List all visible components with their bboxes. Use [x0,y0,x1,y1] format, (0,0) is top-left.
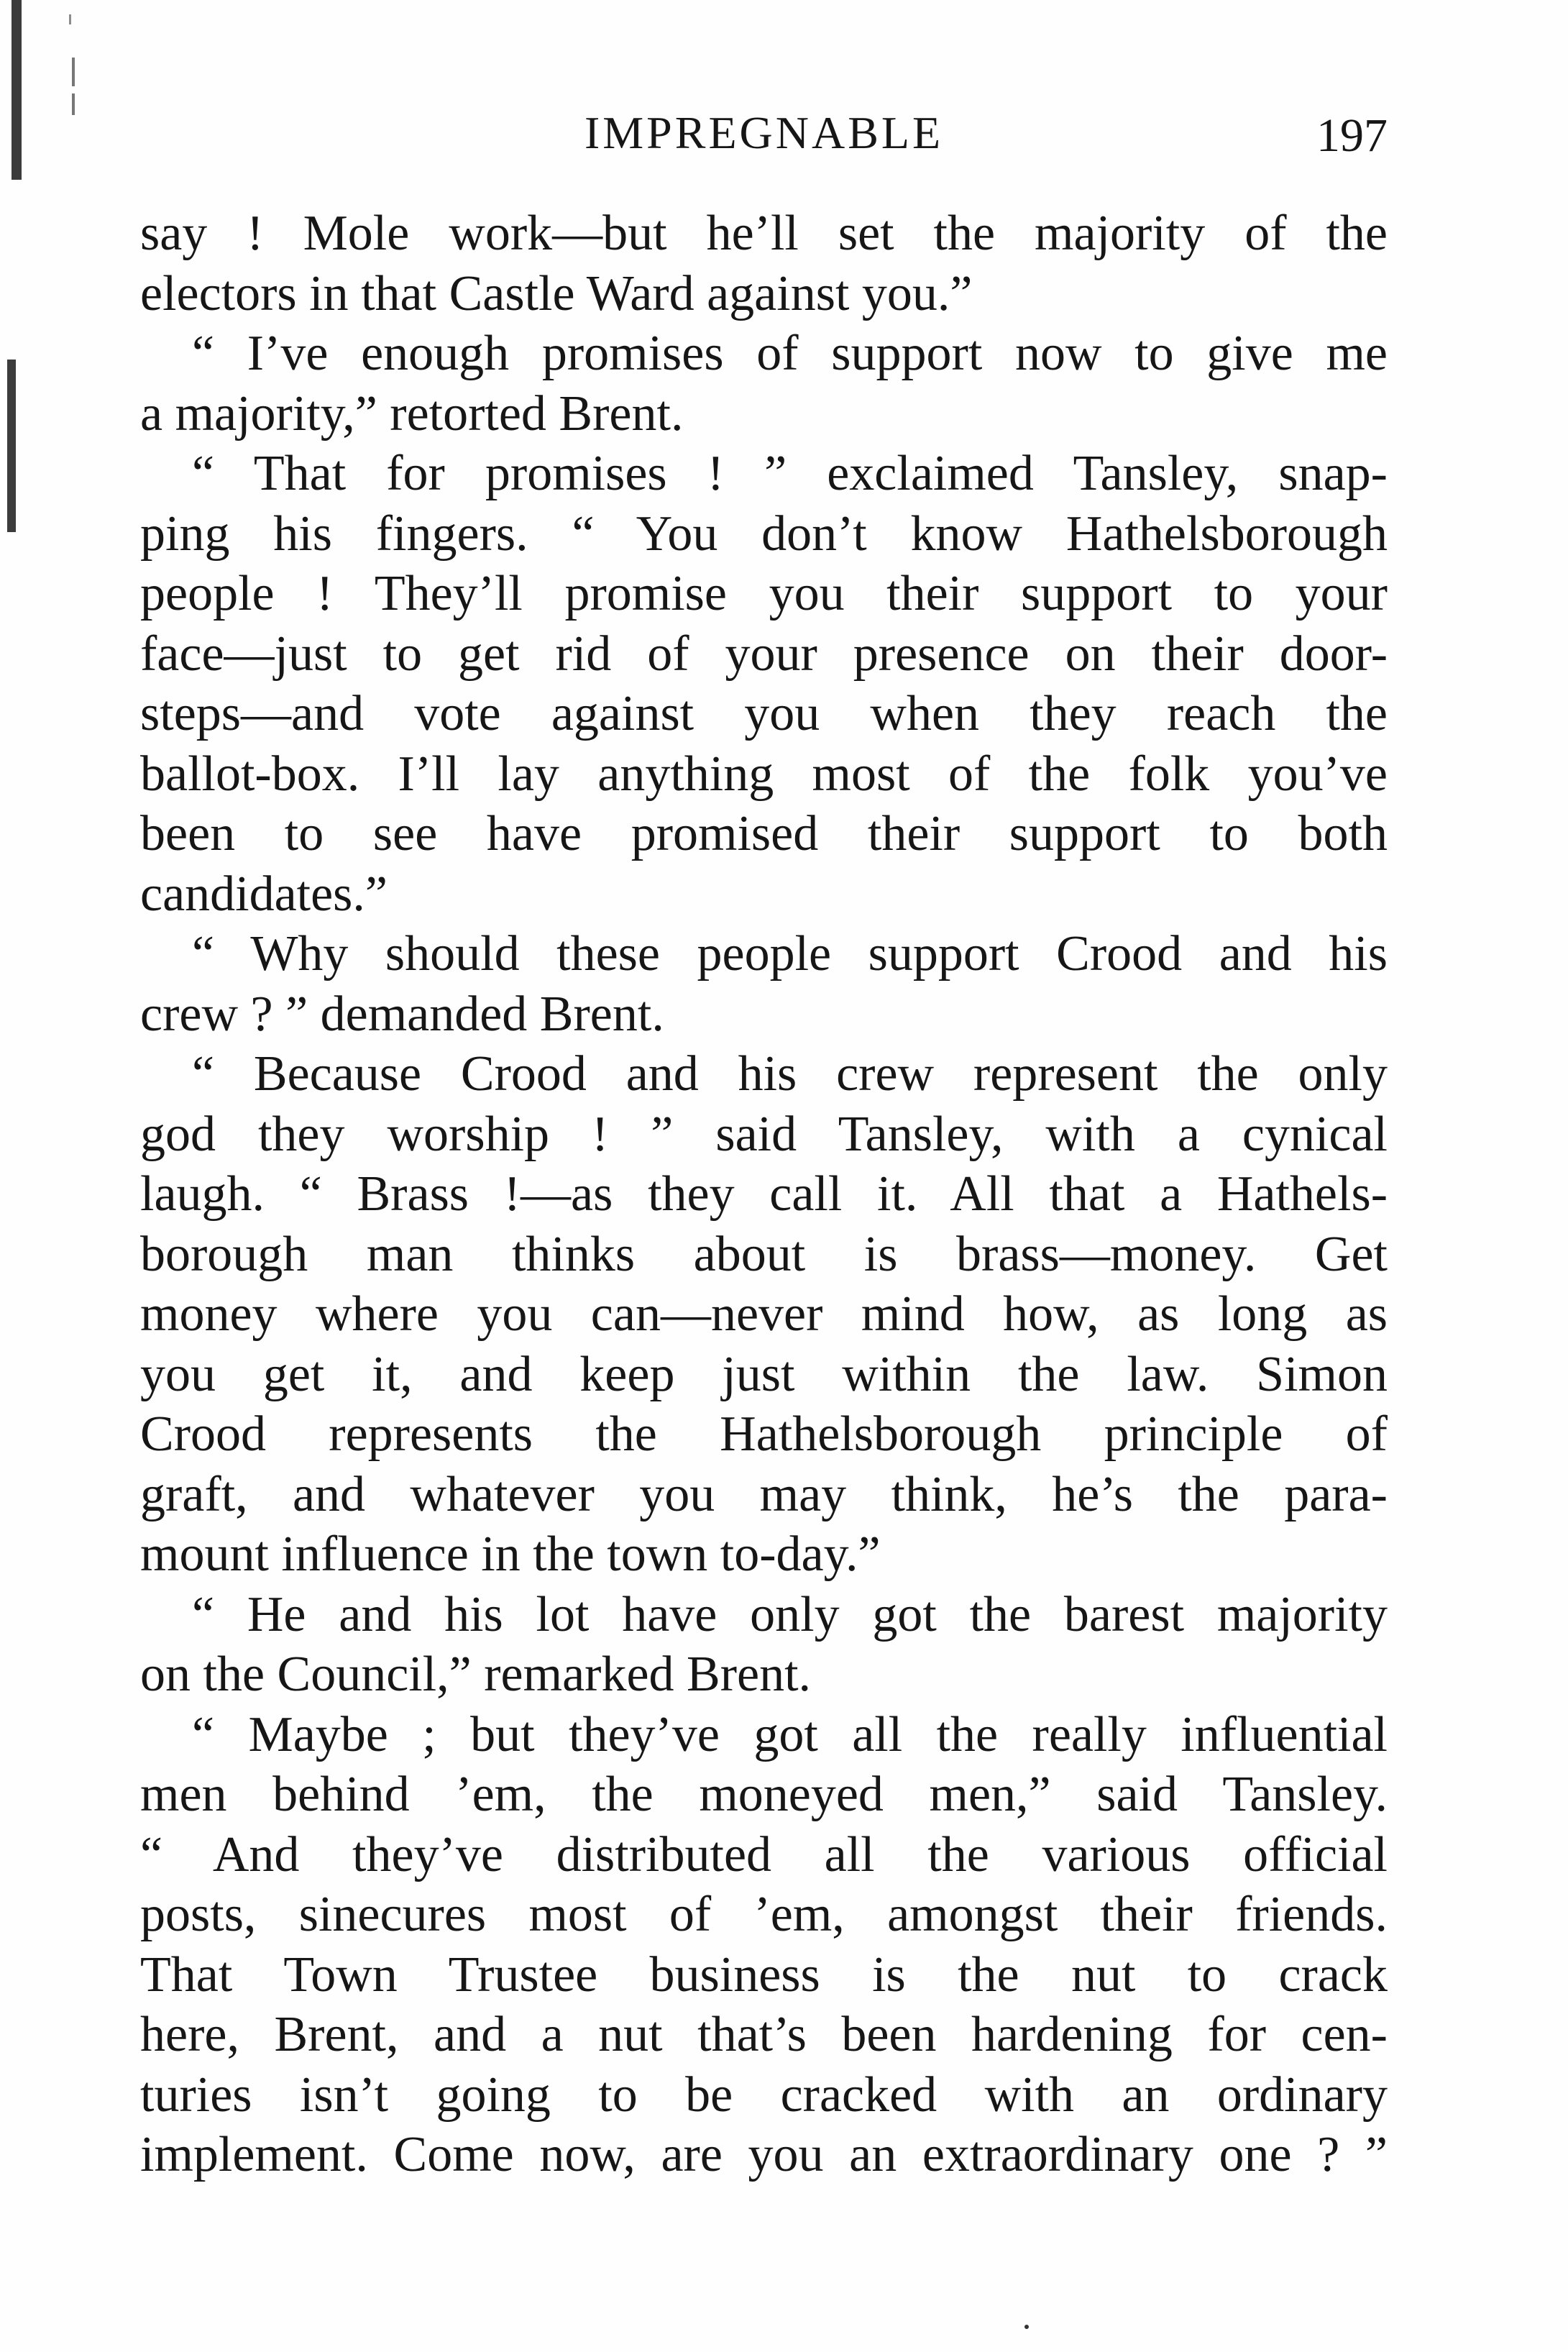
text-line: a majority,” retorted Brent. [140,385,684,441]
text-line: “ Because Crood and his crew represent the only [192,1046,1388,1102]
print-speck [1024,2325,1029,2329]
text-line: posts, sinecures most of ’em, amongst their friends. [140,1887,1388,1942]
text-line: crew ? ” demanded Brent. [140,986,664,1042]
text-line: graft, and whatever you may think, he’s the para- [140,1466,1388,1522]
text-line: face—just to get rid of your presence on their door- [140,626,1388,682]
text-line: steps—and vote against you when they reach the [140,686,1388,741]
text-line: here, Brent, and a nut that’s been hardening for cen- [140,2007,1388,2062]
text-line: “ And they’ve distributed all the various official [140,1826,1388,1882]
scan-artifact-top [12,0,22,180]
text-line: “ Maybe ; but they’ve got all the really influential [192,1706,1388,1762]
text-line: ping his fingers. “ You don’t know Hathelsborough [140,505,1388,562]
text-line: That Town Trustee business is the nut to crack [140,1946,1388,2003]
text-line: on the Council,” remarked Brent. [140,1647,812,1702]
text-line: “ That for promises ! ” exclaimed Tansley, snap- [192,446,1388,501]
scan-artifact-tick-1 [72,58,75,86]
text-line: borough man thinks about is brass—money. Get [140,1226,1388,1282]
text-line: candidates.” [140,866,388,922]
text-line: laugh. “ Brass !—as they call it. All that a Hathels- [140,1166,1388,1222]
body-text [140,203,1388,2185]
text-line: Crood represents the Hathelsborough principle of [140,1406,1388,1462]
scan-artifact-mid [7,360,16,532]
text-line: mount influence in the town to-day.” [140,1527,881,1582]
text-line: men behind ’em, the moneyed men,” said Tansley. [140,1767,1388,1822]
text-line: you get it, and keep just within the law. Simon [140,1346,1388,1402]
text-line: people ! They’ll promise you their support to your [140,566,1388,621]
page-number: 197 [1316,109,1388,162]
text-line: turies isn’t going to be cracked with an ordinary [140,2067,1388,2123]
text-line: god they worship ! ” said Tansley, with a cynical [140,1106,1388,1162]
text-line: “ I’ve enough promises of support now to give me [192,326,1388,381]
scan-artifact-tick-2 [72,93,75,115]
text-line: money where you can—never mind how, as long as [140,1286,1388,1342]
text-line: “ Why should these people support Crood and his [192,926,1388,981]
text-line: say ! Mole work—but he’ll set the majority of the [140,206,1388,261]
running-title: IMPREGNABLE [584,107,944,158]
text-line: ballot-box. I’ll lay anything most of the folk you’ve [140,746,1388,802]
text-line: electors in that Castle Ward against you.” [140,265,973,321]
text-line: implement. Come now, are you an extraordinary one ? ” [140,2127,1388,2182]
scan-artifact-tick-3 [69,14,71,24]
text-line: been to see have promised their support to both [140,806,1388,861]
text-line: “ He and his lot have only got the barest majority [192,1586,1388,1642]
page-header [140,101,1388,165]
